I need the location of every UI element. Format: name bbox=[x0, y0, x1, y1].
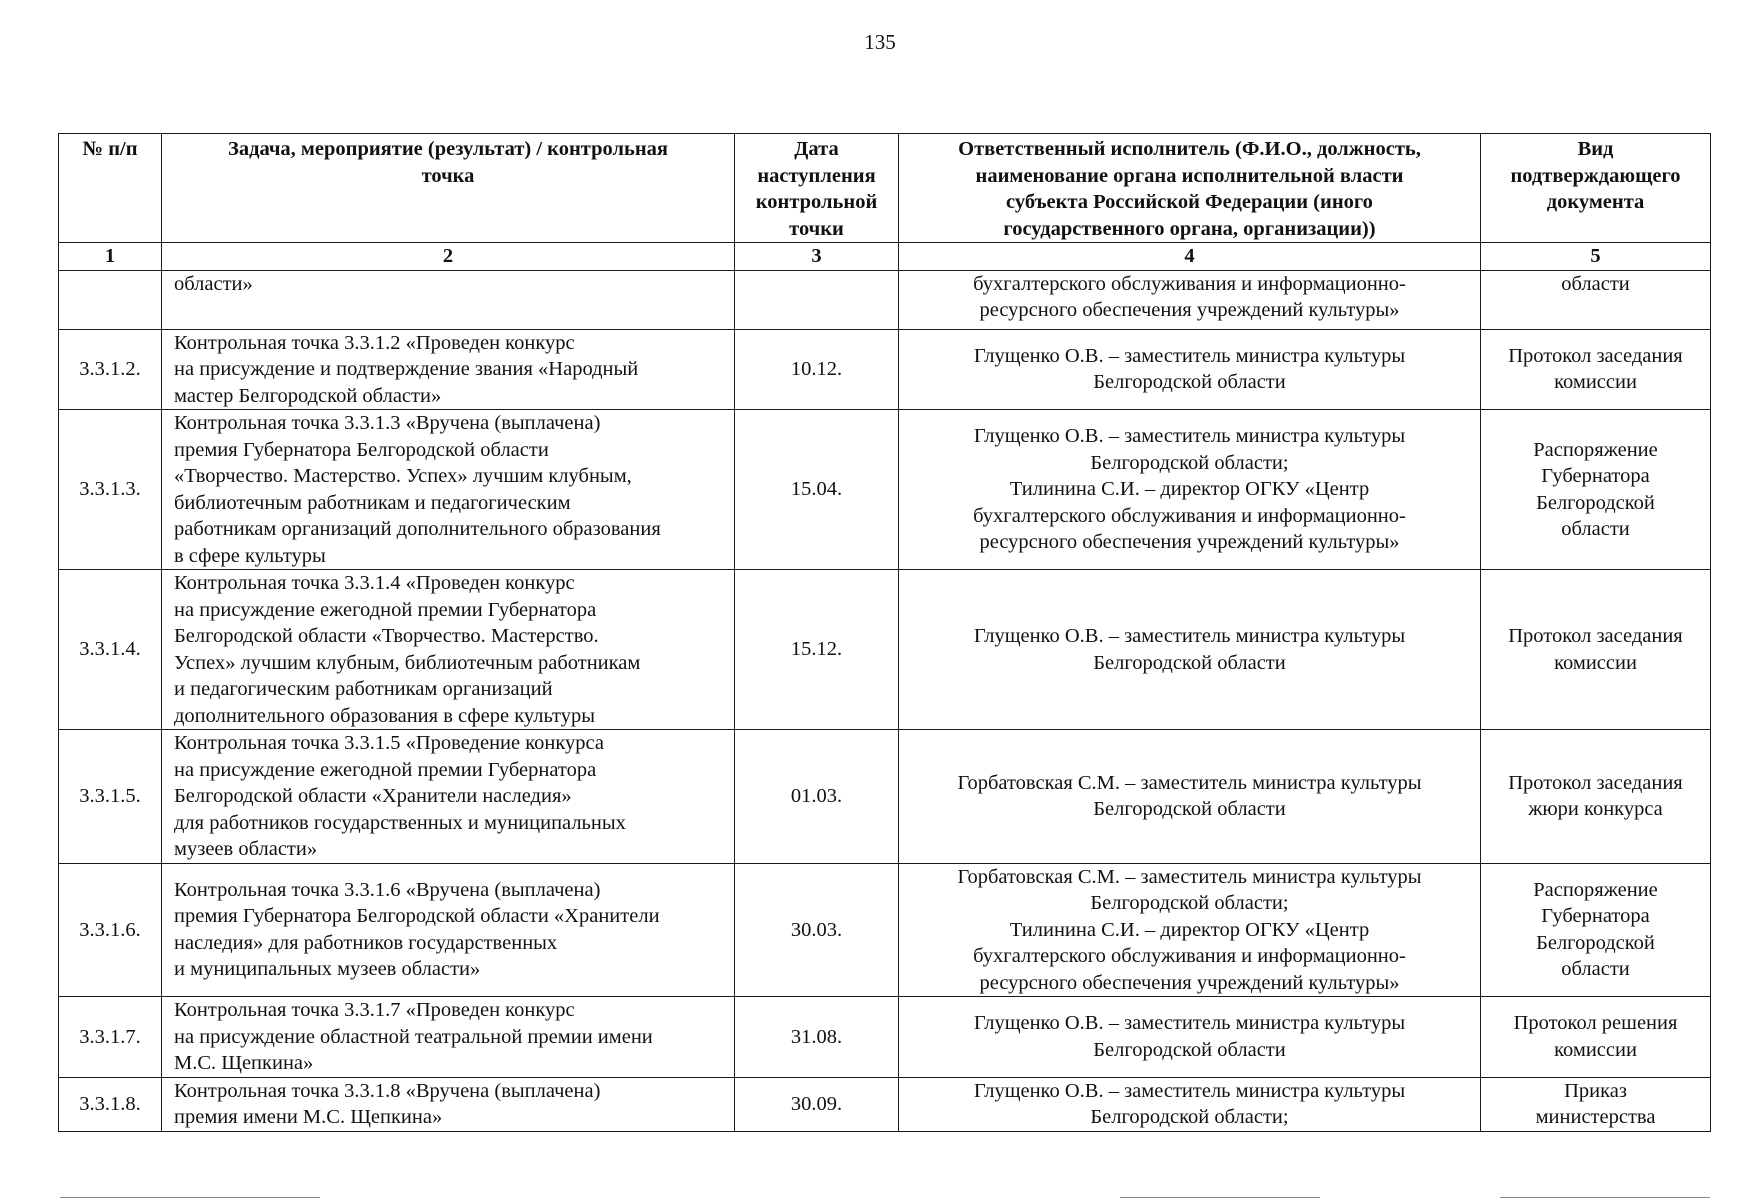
header-row bbox=[59, 134, 1711, 243]
text-line: жюри конкурса bbox=[1528, 798, 1663, 821]
text-line: Контрольная точка 3.3.1.8 «Вручена (выплачена) bbox=[174, 1079, 601, 1102]
text-line: № п/п bbox=[82, 138, 138, 160]
text-line: Белгородской области bbox=[1093, 651, 1286, 674]
text-line: и муниципальных музеев области» bbox=[174, 958, 481, 981]
text-line: комиссии bbox=[1554, 1038, 1637, 1061]
table-row bbox=[59, 410, 1711, 570]
footer-rule bbox=[1120, 1197, 1320, 1198]
text-line: Контрольная точка 3.3.1.5 «Проведение конкурса bbox=[174, 732, 604, 754]
text-line: Протокол заседания bbox=[1508, 625, 1683, 647]
date-cell: 31.08. bbox=[735, 997, 899, 1078]
text-line: наступления bbox=[757, 164, 876, 187]
text-line: Горбатовская С.М. – заместитель министра культуры bbox=[957, 771, 1422, 794]
text-line: в сфере культуры bbox=[174, 544, 326, 567]
text-line: субъекта Российской Федерации (иного bbox=[1006, 191, 1373, 213]
text-line: Контрольная точка 3.3.1.6 «Вручена (выплачена) bbox=[174, 878, 601, 901]
text-line: наименование органа исполнительной власти bbox=[975, 164, 1404, 187]
task-cell bbox=[162, 410, 735, 570]
text-line: Белгородской bbox=[1536, 491, 1655, 514]
table-row bbox=[59, 570, 1711, 730]
date-cell: 15.12. bbox=[735, 570, 899, 730]
text-line: точки bbox=[789, 217, 844, 240]
task-cell bbox=[162, 730, 735, 864]
text-line: Губернатора bbox=[1541, 465, 1650, 487]
text-line: области bbox=[1561, 958, 1630, 981]
column-number: 4 bbox=[899, 243, 1481, 271]
text-line: Белгородской области «Творчество. Мастерство. bbox=[174, 625, 599, 647]
row-number: 3.3.1.6. bbox=[59, 863, 162, 997]
text-line: государственного органа, организации)) bbox=[1003, 217, 1376, 240]
text-line: дополнительного образования в сфере культуры bbox=[174, 704, 595, 727]
responsible-cell bbox=[899, 997, 1481, 1078]
task-cell bbox=[162, 270, 735, 329]
control-points-table bbox=[58, 133, 1711, 1132]
text-line: Контрольная точка 3.3.1.2 «Проведен конкурс bbox=[174, 331, 575, 354]
column-number: 2 bbox=[162, 243, 735, 271]
date-cell: 30.09. bbox=[735, 1077, 899, 1131]
responsible-cell bbox=[899, 570, 1481, 730]
text-line: министерства bbox=[1535, 1106, 1656, 1128]
date-cell bbox=[735, 270, 899, 329]
text-line: бухгалтерского обслуживания и информационно- bbox=[973, 945, 1406, 967]
text-line: Белгородской bbox=[1536, 931, 1655, 954]
text-line: на присуждение ежегодной премии Губернатора bbox=[174, 598, 597, 621]
text-line: точка bbox=[421, 164, 475, 187]
table-row bbox=[59, 329, 1711, 410]
date-cell: 01.03. bbox=[735, 730, 899, 864]
header-number bbox=[59, 134, 162, 243]
document-cell bbox=[1481, 329, 1711, 410]
text-line: комиссии bbox=[1554, 371, 1637, 394]
document-cell bbox=[1481, 730, 1711, 864]
text-line: премия имени М.С. Щепкина» bbox=[174, 1106, 443, 1128]
text-line: Контрольная точка 3.3.1.3 «Вручена (выплачена) bbox=[174, 412, 601, 434]
responsible-cell bbox=[899, 863, 1481, 997]
text-line: «Творчество. Мастерство. Успех» лучшим клубным, bbox=[174, 465, 632, 487]
text-line: на присуждение ежегодной премии Губернатора bbox=[174, 758, 597, 781]
text-line: контрольной bbox=[755, 191, 878, 213]
text-line: работникам организаций дополнительного образования bbox=[174, 518, 661, 540]
text-line: на присуждение и подтверждение звания «Народный bbox=[174, 358, 639, 380]
text-line: Горбатовская С.М. – заместитель министра культуры bbox=[957, 865, 1422, 888]
column-number: 3 bbox=[735, 243, 899, 271]
text-line: на присуждение областной театральной премии имени bbox=[174, 1025, 653, 1048]
text-line: Контрольная точка 3.3.1.4 «Проведен конкурс bbox=[174, 572, 575, 594]
header-date bbox=[735, 134, 899, 243]
column-number-row bbox=[59, 243, 1711, 271]
footer-rule bbox=[1500, 1197, 1710, 1198]
text-line: области bbox=[1561, 518, 1630, 540]
text-line: ресурсного обеспечения учреждений культуры» bbox=[979, 299, 1400, 321]
text-line: Белгородской области bbox=[1093, 1038, 1286, 1061]
responsible-cell bbox=[899, 1077, 1481, 1131]
text-line: области» bbox=[174, 272, 253, 295]
row-number bbox=[59, 270, 162, 329]
text-line: Успех» лучшим клубным, библиотечным работникам bbox=[174, 651, 641, 674]
table-row bbox=[59, 997, 1711, 1078]
text-line: Белгородской области bbox=[1093, 371, 1286, 394]
text-line: наследия» для работников государственных bbox=[174, 931, 558, 954]
task-cell bbox=[162, 329, 735, 410]
date-cell: 10.12. bbox=[735, 329, 899, 410]
table-row bbox=[59, 863, 1711, 997]
task-cell bbox=[162, 863, 735, 997]
text-line: и педагогическим работникам организаций bbox=[174, 678, 553, 700]
column-number: 1 bbox=[59, 243, 162, 271]
page-number: 135 bbox=[864, 30, 896, 54]
text-line: Глущенко О.В. – заместитель министра культуры bbox=[973, 1079, 1406, 1102]
text-line: Протокол заседания bbox=[1508, 344, 1683, 367]
text-line: Глущенко О.В. – заместитель министра культуры bbox=[973, 344, 1406, 367]
text-line: мастер Белгородской области» bbox=[174, 384, 442, 407]
row-number: 3.3.1.7. bbox=[59, 997, 162, 1078]
document-cell bbox=[1481, 863, 1711, 997]
date-cell: 15.04. bbox=[735, 410, 899, 570]
document-cell bbox=[1481, 997, 1711, 1078]
text-line: области bbox=[1561, 272, 1630, 295]
text-line: Губернатора bbox=[1541, 905, 1650, 928]
text-line: Белгородской области «Хранители наследия» bbox=[174, 785, 572, 807]
text-line: Белгородской области bbox=[1093, 798, 1286, 821]
text-line: документа bbox=[1546, 191, 1645, 213]
date-cell: 30.03. bbox=[735, 863, 899, 997]
text-line: Тилинина С.И. – директор ОГКУ «Центр bbox=[1009, 478, 1370, 501]
row-number: 3.3.1.3. bbox=[59, 410, 162, 570]
row-number: 3.3.1.4. bbox=[59, 570, 162, 730]
document-cell bbox=[1481, 410, 1711, 570]
text-line: Вид bbox=[1577, 138, 1614, 160]
responsible-cell bbox=[899, 410, 1481, 570]
text-line: комиссии bbox=[1554, 651, 1637, 674]
text-line: бухгалтерского обслуживания и информационно- bbox=[973, 272, 1406, 295]
text-line: библиотечным работникам и педагогическим bbox=[174, 491, 571, 514]
text-line: музеев области» bbox=[174, 838, 318, 860]
text-line: Глущенко О.В. – заместитель министра культуры bbox=[973, 625, 1406, 647]
task-cell bbox=[162, 997, 735, 1078]
document-cell bbox=[1481, 1077, 1711, 1131]
text-line: подтверждающего bbox=[1510, 164, 1681, 187]
text-line: М.С. Щепкина» bbox=[174, 1052, 314, 1074]
text-line: ресурсного обеспечения учреждений культуры» bbox=[979, 531, 1400, 554]
text-line: Тилинина С.И. – директор ОГКУ «Центр bbox=[1009, 918, 1370, 941]
header-document bbox=[1481, 134, 1711, 243]
text-line: Ответственный исполнитель (Ф.И.О., должность, bbox=[958, 138, 1421, 160]
responsible-cell bbox=[899, 730, 1481, 864]
text-line: Протокол заседания bbox=[1508, 771, 1683, 794]
column-number: 5 bbox=[1481, 243, 1711, 271]
text-line: Контрольная точка 3.3.1.7 «Проведен конкурс bbox=[174, 999, 575, 1021]
text-line: Приказ bbox=[1564, 1079, 1627, 1102]
header-responsible bbox=[899, 134, 1481, 243]
text-line: Протокол решения bbox=[1513, 1012, 1678, 1035]
text-line: бухгалтерского обслуживания и информационно- bbox=[973, 504, 1406, 527]
row-number: 3.3.1.5. bbox=[59, 730, 162, 864]
text-line: Глущенко О.В. – заместитель министра культуры bbox=[973, 425, 1406, 448]
text-line: Дата bbox=[794, 138, 839, 160]
row-number: 3.3.1.2. bbox=[59, 329, 162, 410]
table-row bbox=[59, 1077, 1711, 1131]
responsible-cell bbox=[899, 329, 1481, 410]
task-cell bbox=[162, 1077, 735, 1131]
text-line: Задача, мероприятие (результат) / контрольная bbox=[228, 138, 668, 160]
table-row bbox=[59, 730, 1711, 864]
text-line: премия Губернатора Белгородской области bbox=[174, 438, 549, 461]
responsible-cell bbox=[899, 270, 1481, 329]
table-row bbox=[59, 270, 1711, 329]
text-line: для работников государственных и муниципальных bbox=[174, 811, 626, 834]
text-line: Белгородской области; bbox=[1090, 892, 1289, 914]
header-task bbox=[162, 134, 735, 243]
row-number: 3.3.1.8. bbox=[59, 1077, 162, 1131]
task-cell bbox=[162, 570, 735, 730]
document-cell bbox=[1481, 270, 1711, 329]
text-line: Белгородской области; bbox=[1090, 1106, 1289, 1128]
text-line: Распоряжение bbox=[1533, 878, 1658, 901]
document-cell bbox=[1481, 570, 1711, 730]
text-line: Белгородской области; bbox=[1090, 451, 1289, 474]
footer-rule bbox=[60, 1197, 320, 1198]
text-line: Распоряжение bbox=[1533, 438, 1658, 461]
text-line: премия Губернатора Белгородской области «Хранители bbox=[174, 905, 660, 928]
text-line: Глущенко О.В. – заместитель министра культуры bbox=[973, 1012, 1406, 1035]
text-line: ресурсного обеспечения учреждений культуры» bbox=[979, 971, 1400, 994]
